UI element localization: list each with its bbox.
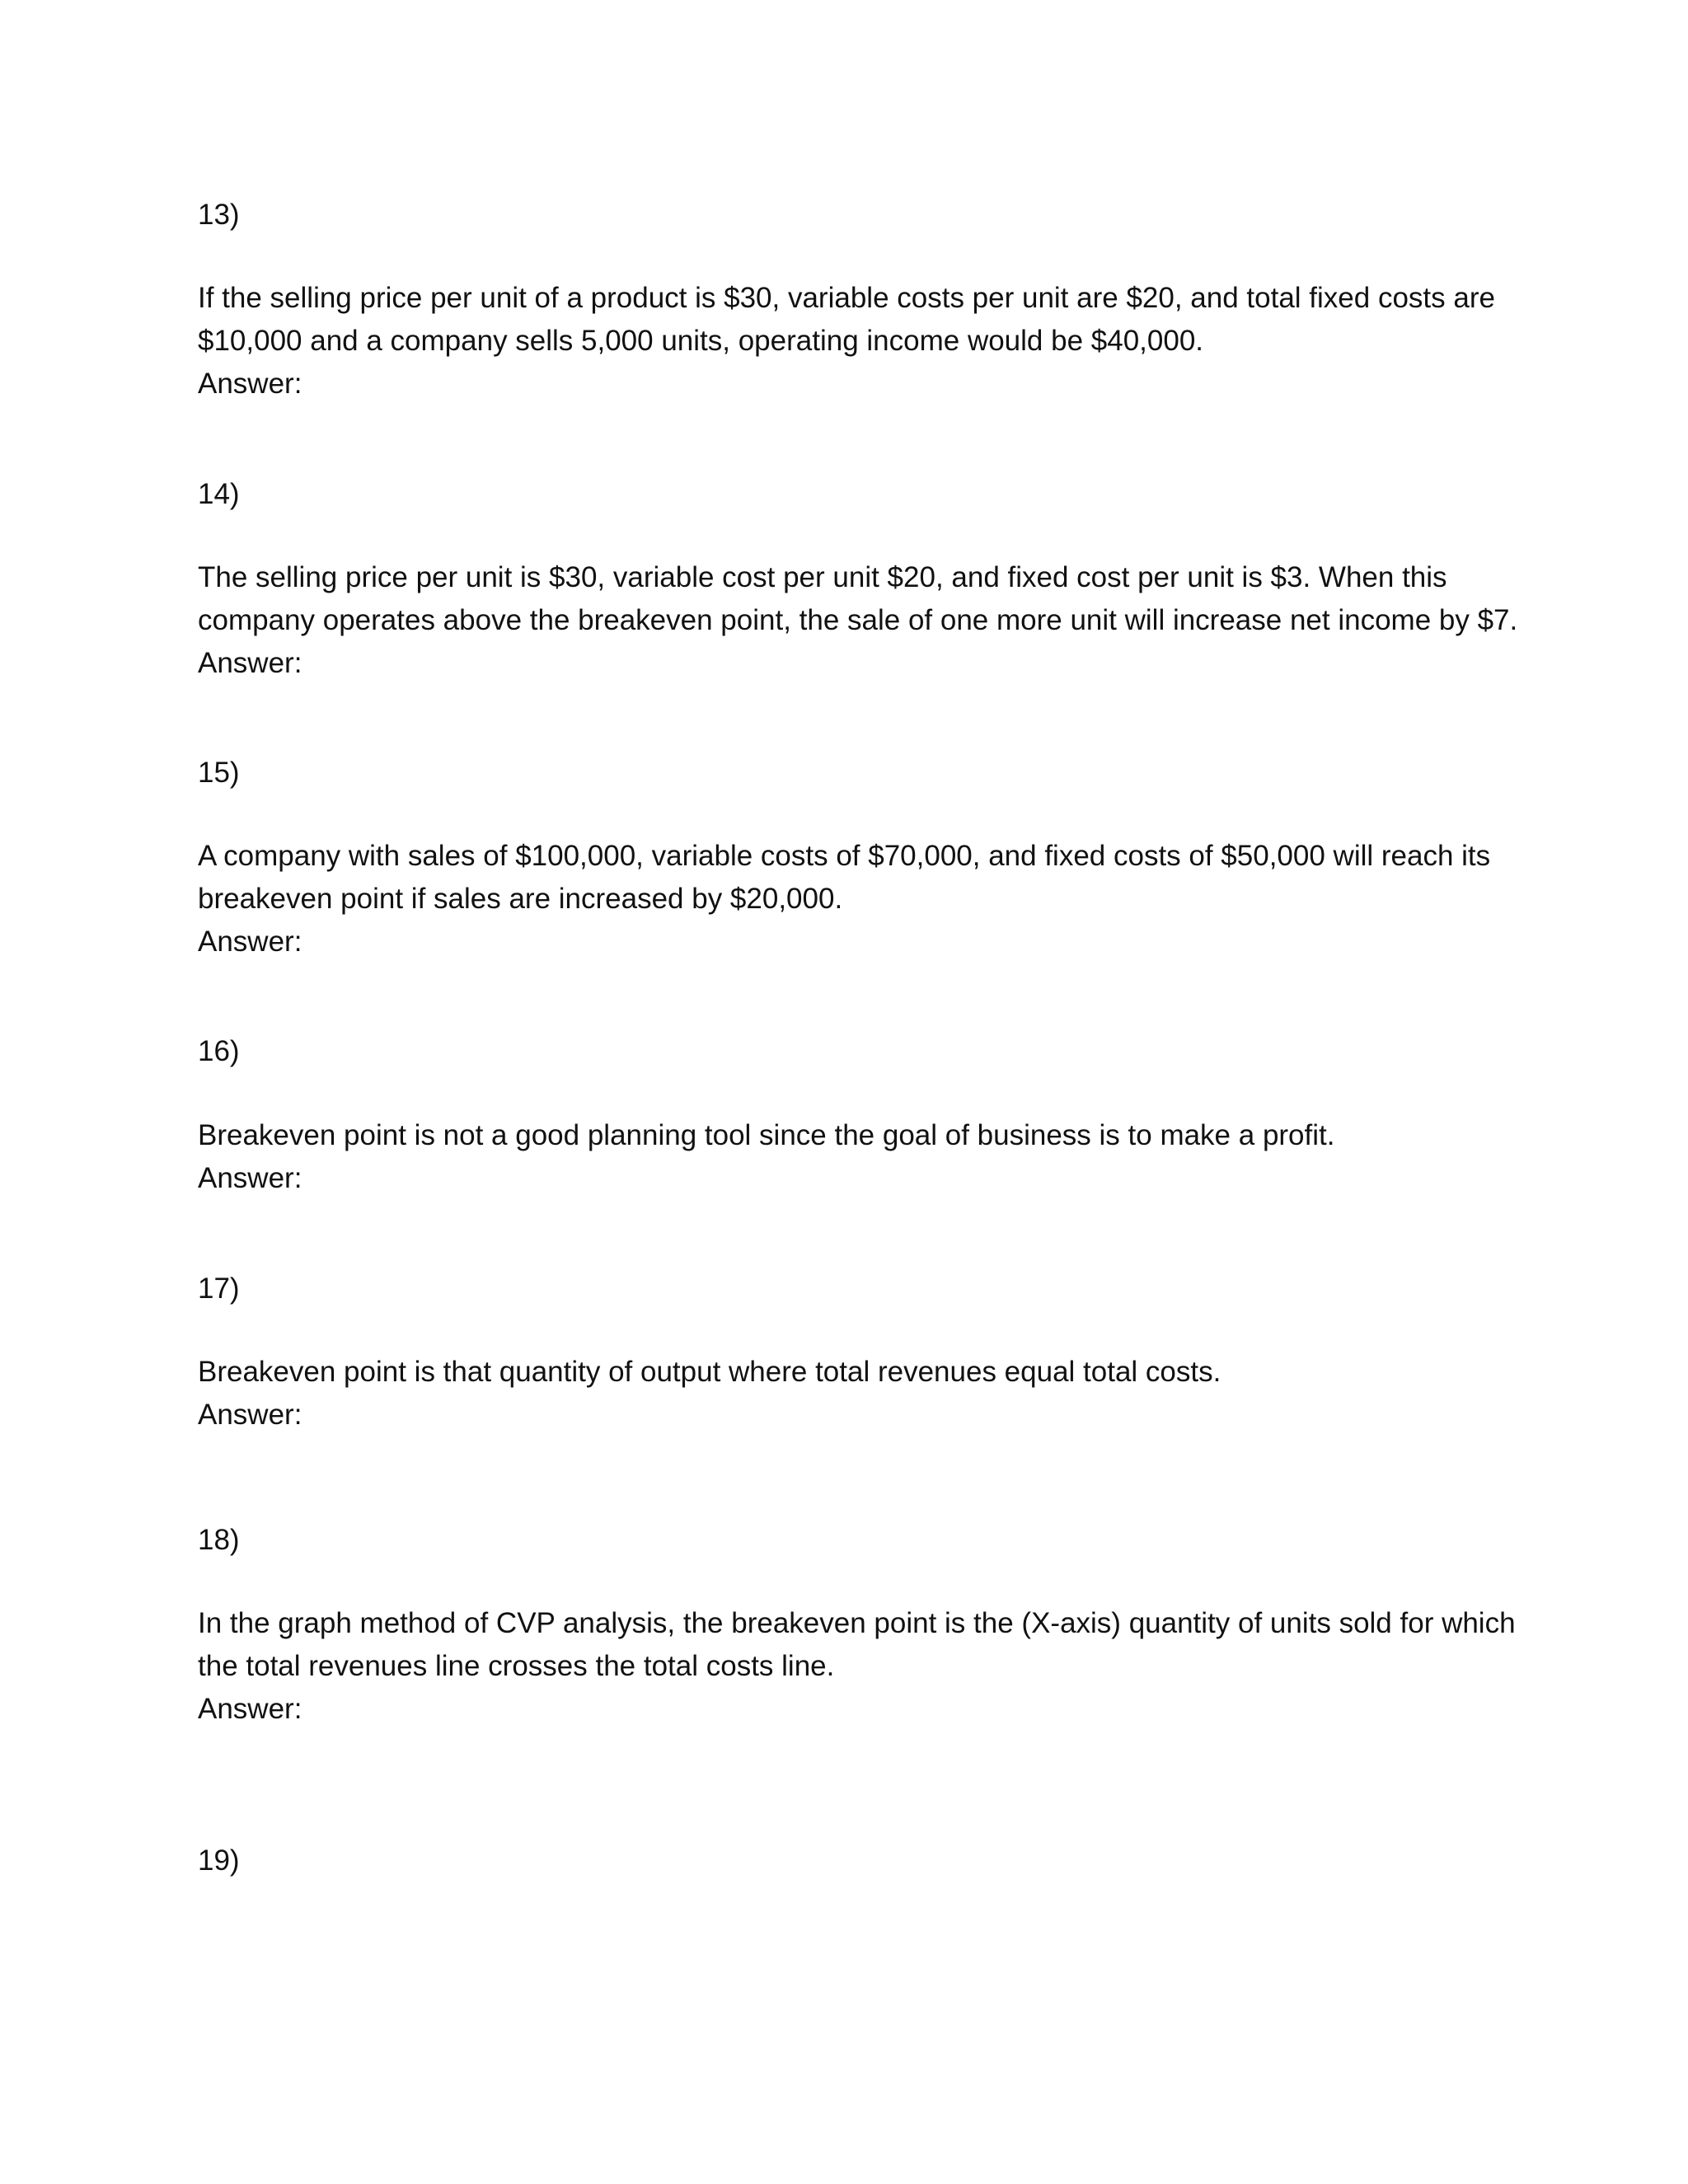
question-text-line: the total revenues line crosses the total costs line. — [198, 1650, 835, 1682]
question-text-line: Breakeven point is not a good planning tool since the goal of business is to make a profit. — [198, 1119, 1335, 1151]
question-body — [198, 835, 1517, 963]
question-body — [198, 556, 1517, 685]
question-number: 19) — [198, 1844, 240, 1877]
answer-label: Answer: — [198, 647, 302, 679]
answer-label: Answer: — [198, 1162, 302, 1194]
answer-label: Answer: — [198, 368, 302, 400]
question-text-line: breakeven point if sales are increased by $20,000. — [198, 883, 843, 915]
question-text-line: The selling price per unit is $30, variable cost per unit $20, and fixed cost per unit is $3. When this — [198, 561, 1447, 593]
answer-label: Answer: — [198, 1693, 302, 1725]
question-text-line: $10,000 and a company sells 5,000 units, operating income would be $40,000. — [198, 325, 1204, 357]
question-number: 17) — [198, 1272, 240, 1305]
question-number: 18) — [198, 1524, 240, 1556]
question-number: 14) — [198, 478, 240, 510]
question-text-line: company operates above the breakeven point, the sale of one more unit will increase net income by $7. — [198, 604, 1518, 636]
question-text-line: In the graph method of CVP analysis, the breakeven point is the (X-axis) quantity of units sold for which — [198, 1607, 1516, 1639]
question-text-line: Breakeven point is that quantity of output where total revenues equal total costs. — [198, 1356, 1221, 1388]
answer-label: Answer: — [198, 1399, 302, 1431]
question-body — [198, 1114, 1517, 1200]
answer-label: Answer: — [198, 926, 302, 958]
question-text-line: A company with sales of $100,000, variable costs of $70,000, and fixed costs of $50,000 will reach its — [198, 840, 1491, 872]
question-text-line: If the selling price per unit of a product is $30, variable costs per unit are $20, and total fixed costs are — [198, 282, 1495, 314]
question-number: 16) — [198, 1035, 240, 1067]
question-body — [198, 1351, 1517, 1436]
question-number: 15) — [198, 757, 240, 789]
question-body — [198, 1602, 1517, 1731]
question-body — [198, 277, 1517, 405]
question-number: 13) — [198, 199, 240, 231]
